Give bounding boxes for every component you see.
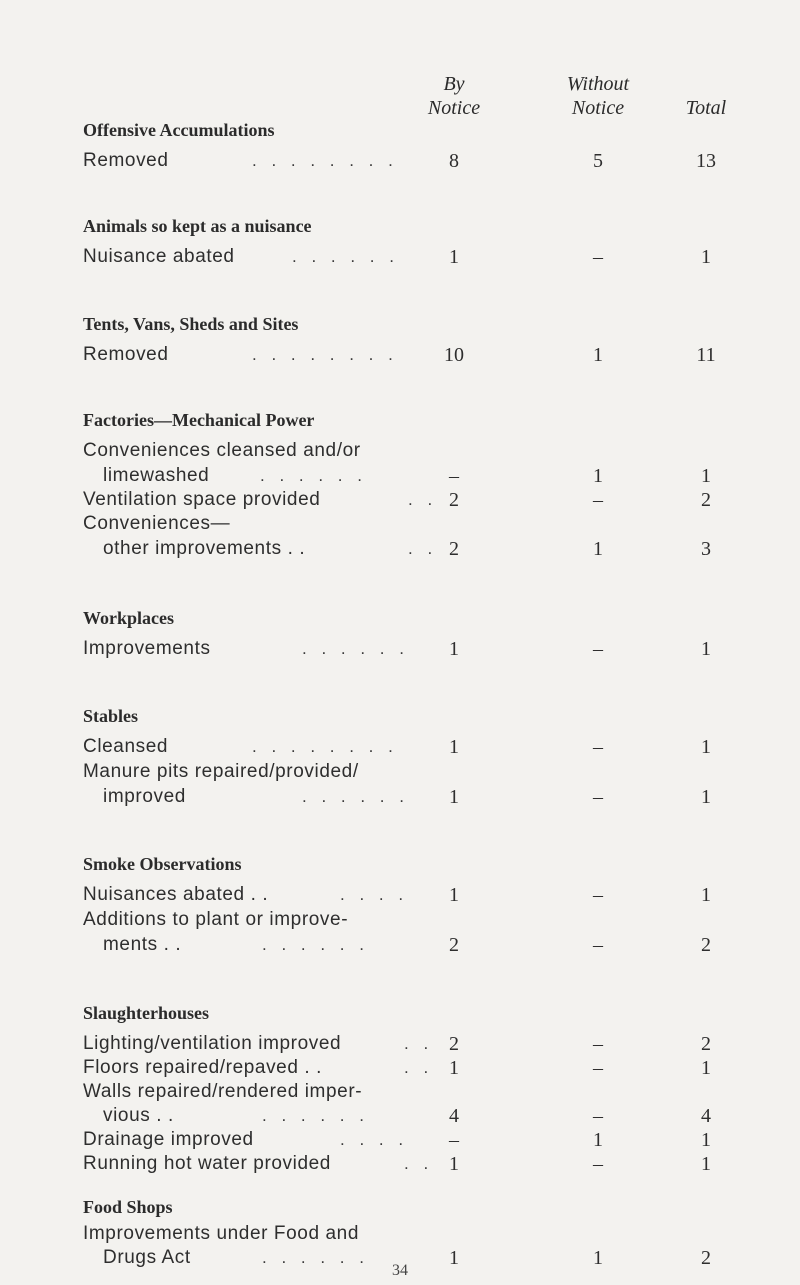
without-notice-value: – bbox=[593, 638, 603, 660]
by-notice-value: 1 bbox=[449, 1153, 459, 1175]
row-label: Cleansed bbox=[83, 736, 169, 757]
total-value: 1 bbox=[701, 465, 711, 487]
row-label: Removed bbox=[83, 150, 169, 171]
row-label: Improvements bbox=[83, 638, 211, 659]
by-notice-value: – bbox=[449, 465, 459, 487]
leader-dots: . . bbox=[408, 539, 438, 558]
table-row bbox=[0, 534, 800, 564]
total-value: 3 bbox=[701, 538, 711, 560]
without-notice-value: 1 bbox=[593, 1247, 603, 1269]
row-label: Additions to plant or improve- bbox=[83, 909, 349, 930]
row-label: limewashed bbox=[103, 465, 210, 486]
header-line: Without bbox=[566, 73, 630, 95]
without-notice-value: – bbox=[593, 934, 603, 956]
leader-dots: . . . . . . bbox=[292, 247, 399, 266]
header-line: Notice bbox=[571, 97, 625, 119]
header-line: Notice bbox=[427, 97, 481, 119]
total-value: 1 bbox=[701, 736, 711, 758]
without-notice-value: – bbox=[593, 489, 603, 511]
column-header-without-notice bbox=[540, 72, 656, 120]
leader-dots: . . bbox=[404, 1058, 434, 1077]
by-notice-value: 2 bbox=[449, 1033, 459, 1055]
total-value: 2 bbox=[701, 1247, 711, 1269]
leader-dots: . . . . . . . . bbox=[252, 345, 398, 364]
section-title: Smoke Observations bbox=[83, 854, 242, 874]
row-label: Nuisance abated bbox=[83, 246, 235, 267]
total-value: 1 bbox=[701, 1129, 711, 1151]
row-label: Conveniences— bbox=[83, 513, 231, 534]
row-label: ments . . bbox=[103, 934, 182, 955]
section-title: Factories—Mechanical Power bbox=[83, 410, 315, 430]
row-label: Floors repaired/repaved . . bbox=[83, 1057, 323, 1078]
leader-dots: . . . . . . bbox=[302, 639, 409, 658]
row-label: vious . . bbox=[103, 1105, 174, 1126]
by-notice-value: 2 bbox=[449, 934, 459, 956]
row-label: Drainage improved bbox=[83, 1129, 254, 1150]
leader-dots: . . . . . . bbox=[260, 466, 367, 485]
column-header-total bbox=[666, 96, 746, 120]
leader-dots: . . . . . . . . bbox=[252, 151, 398, 170]
by-notice-value: 4 bbox=[449, 1105, 459, 1127]
section-title: Offensive Accumulations bbox=[83, 120, 275, 140]
without-notice-value: – bbox=[593, 1105, 603, 1127]
leader-dots: . . . . . . bbox=[262, 935, 369, 954]
total-value: 1 bbox=[701, 246, 711, 268]
total-value: 1 bbox=[701, 1057, 711, 1079]
without-notice-value: – bbox=[593, 736, 603, 758]
section-title: Animals so kept as a nuisance bbox=[83, 216, 312, 236]
without-notice-value: 1 bbox=[593, 538, 603, 560]
table-row bbox=[0, 930, 800, 960]
row-label: improved bbox=[103, 786, 186, 807]
by-notice-value: 1 bbox=[449, 246, 459, 268]
without-notice-value: 1 bbox=[593, 465, 603, 487]
leader-dots: . . . . . . bbox=[262, 1106, 369, 1125]
without-notice-value: – bbox=[593, 1057, 603, 1079]
total-value: 2 bbox=[701, 934, 711, 956]
page-number: 34 bbox=[392, 1262, 408, 1279]
total-value: 2 bbox=[701, 1033, 711, 1055]
table-row bbox=[0, 340, 800, 370]
table-row bbox=[0, 634, 800, 664]
row-label: Lighting/ventilation improved bbox=[83, 1033, 342, 1054]
by-notice-value: 1 bbox=[449, 884, 459, 906]
leader-dots: . . bbox=[408, 490, 438, 509]
row-label: Manure pits repaired/provided/ bbox=[83, 761, 359, 782]
total-value: 1 bbox=[701, 884, 711, 906]
leader-dots: . . . . bbox=[340, 885, 409, 904]
total-value: 2 bbox=[701, 489, 711, 511]
by-notice-value: 1 bbox=[449, 736, 459, 758]
by-notice-value: 1 bbox=[449, 1057, 459, 1079]
table-row bbox=[0, 146, 800, 176]
leader-dots: . . bbox=[404, 1154, 434, 1173]
row-label: Improvements under Food and bbox=[83, 1223, 360, 1244]
table-row bbox=[0, 782, 800, 812]
without-notice-value: – bbox=[593, 246, 603, 268]
row-label: other improvements . . bbox=[103, 538, 306, 559]
without-notice-value: 1 bbox=[593, 344, 603, 366]
leader-dots: . . bbox=[404, 1034, 434, 1053]
by-notice-value: 2 bbox=[449, 538, 459, 560]
by-notice-value: 1 bbox=[449, 1247, 459, 1269]
section-title: Food Shops bbox=[83, 1197, 173, 1217]
leader-dots: . . . . . . bbox=[302, 787, 409, 806]
section-title: Tents, Vans, Sheds and Sites bbox=[83, 314, 299, 334]
by-notice-value: 8 bbox=[449, 150, 459, 172]
total-value: 11 bbox=[696, 344, 716, 366]
by-notice-value: 10 bbox=[444, 344, 464, 366]
by-notice-value: – bbox=[449, 1129, 459, 1151]
row-label: Nuisances abated . . bbox=[83, 884, 269, 905]
without-notice-value: – bbox=[593, 786, 603, 808]
leader-dots: . . . . bbox=[340, 1130, 409, 1149]
without-notice-value: – bbox=[593, 1153, 603, 1175]
section-title: Stables bbox=[83, 706, 139, 726]
column-header-by-notice bbox=[414, 72, 494, 120]
header-line: By bbox=[443, 73, 465, 95]
without-notice-value: – bbox=[593, 884, 603, 906]
row-label: Walls repaired/rendered imper- bbox=[83, 1081, 363, 1102]
table-row bbox=[0, 242, 800, 272]
total-value: 4 bbox=[701, 1105, 711, 1127]
section-title: Workplaces bbox=[83, 608, 175, 628]
row-label: Removed bbox=[83, 344, 169, 365]
table-row bbox=[0, 1149, 800, 1179]
row-label: Running hot water provided bbox=[83, 1153, 331, 1174]
leader-dots: . . . . . . bbox=[262, 1248, 369, 1267]
row-label: Conveniences cleansed and/or bbox=[83, 440, 361, 461]
by-notice-value: 2 bbox=[449, 489, 459, 511]
row-label: Drugs Act bbox=[103, 1247, 191, 1268]
leader-dots: . . . . . . . . bbox=[252, 737, 398, 756]
section-title: Slaughterhouses bbox=[83, 1003, 210, 1023]
without-notice-value: – bbox=[593, 1033, 603, 1055]
by-notice-value: 1 bbox=[449, 786, 459, 808]
row-label: Ventilation space provided bbox=[83, 489, 321, 510]
total-value: 1 bbox=[701, 786, 711, 808]
total-value: 1 bbox=[701, 638, 711, 660]
without-notice-value: 5 bbox=[593, 150, 603, 172]
total-value: 1 bbox=[701, 1153, 711, 1175]
header-line: Total bbox=[685, 97, 727, 119]
by-notice-value: 1 bbox=[449, 638, 459, 660]
without-notice-value: 1 bbox=[593, 1129, 603, 1151]
total-value: 13 bbox=[696, 150, 716, 172]
